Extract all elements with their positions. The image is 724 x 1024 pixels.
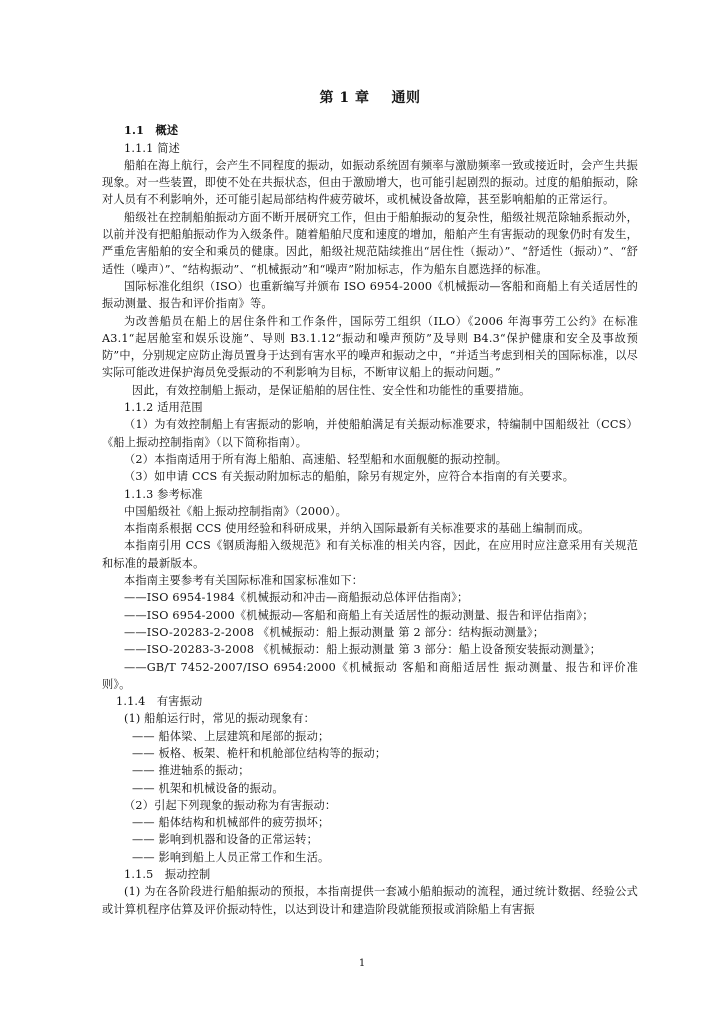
reference-item: ——ISO-20283-3-2008 《机械振动：船上振动测量 第 3 部分：船上设备预安装振动测量》； xyxy=(124,643,602,657)
section-1-1-heading: 1.1 概述 xyxy=(124,123,179,138)
list-item: —— 推进轴系的振动； xyxy=(132,764,250,778)
list-item: —— 船体结构和机械部件的疲劳损坏； xyxy=(132,816,330,830)
reference-item: ——GB/T 7452-2007/ISO 6954:2000《机械振动 客船和商船适居性 振动测量、报告和评价准则》。 xyxy=(102,660,638,691)
paragraph-9: 中国船级社《船上振动控制指南》（2000）。 xyxy=(124,504,348,518)
list-item: —— 板格、板架、桅杆和机舱部位结构等的振动； xyxy=(132,746,387,760)
section-1-1-2-heading: 1.1.2 适用范围 xyxy=(124,401,203,415)
paragraph-2: 船级社在控制船舶振动方面不断开展研究工作，但由于船舶振动的复杂性，船级社规范除轴系振动外，以前并没有把船舶振动作为入级条件。随着船舶尺度和速度的增加，船舶产生有害振动的现象仍时有发生，严重危害船舶的安全和乘员的健康。因此，船级社规范陆续推出“居住性（振动）”、“舒适性（振动）”、“舒适性（噪声）”、“结构振动”、“机械振动”和“噪声”附加标志，作为船东自愿选择的标准。 xyxy=(102,210,638,276)
paragraph-1: 船舶在海上航行，会产生不同程度的振动，如振动系统固有频率与激励频率一致或接近时，会产生共振现象。对一些装置，即使不处在共振状态，但由于激励增大，也可能引起剧烈的振动。过度的船舶振动，除对人员有不利影响外，还可能引起局部结构件疲劳破坏，或机械设备故障，甚至影响船舶的正常运行。 xyxy=(102,158,638,207)
paragraph-7: （2）本指南适用于所有海上船舶、高速船、轻型船和水面舰艇的振动控制。 xyxy=(124,452,508,466)
list-item: —— 船体梁、上层建筑和尾部的振动； xyxy=(132,729,330,743)
paragraph-4: 为改善船员在船上的居住条件和工作条件，国际劳工组织（ILO）《2006 年海事劳工公约》在标准 A3.1“起居舱室和娱乐设施”、导则 B3.1.12“振动和噪声预防”及导则 B4.3“保护健康和安全及事故预防”中，分别规定应防止海员置身于达到有害水平的噪声和振动之中，“并适当考虑到相关的国际标准，以尽实际可能改进保护海员免受振动的不利影响为目标，不断审议船上的振动问题。” xyxy=(102,314,638,380)
list-item: —— 影响到船上人员正常工作和生活。 xyxy=(132,850,330,864)
reference-item: ——ISO 6954-1984《机械振动和冲击—商船振动总体评估指南》； xyxy=(124,591,469,605)
section-1-1-3-heading: 1.1.3 参考标准 xyxy=(124,487,203,501)
paragraph-8: （3）如申请 CCS 有关振动附加标志的船舶，除另有规定外，应符合本指南的有关要求。 xyxy=(124,470,575,484)
paragraph-6: （1）为有效控制船上有害振动的影响，并使船舶满足有关振动标准要求，特编制中国船级社（CCS）《船上振动控制指南》（以下简称指南）。 xyxy=(102,418,638,449)
chapter-heading xyxy=(102,90,638,107)
chapter-number: 第 1 章 xyxy=(319,90,370,106)
section-1-1-4-heading: 1.1.4 有害振动 xyxy=(116,695,203,709)
paragraph-15: (1) 为在各阶段进行船舶振动的预报，本指南提供一套减小船舶振动的流程，通过统计数据、经验公式或计算机程序估算及评价振动特性，以达到设计和建造阶段就能预报或消除船上有害振 xyxy=(102,885,638,916)
reference-item: ——ISO 6954-2000《机械振动—客船和商船上有关适居性的振动测量、报告和评估指南》； xyxy=(124,608,594,622)
page-content xyxy=(102,90,638,918)
paragraph-3: 国际标准化组织（ISO）也重新编写并颁布 ISO 6954-2000《机械振动—客船和商船上有关适居性的振动测量、报告和评价指南》等。 xyxy=(102,279,638,311)
page-number: 1 xyxy=(358,958,366,969)
paragraph-13: (1) 船舶运行时，常见的振动现象有： xyxy=(124,712,316,726)
section-1-1-5-heading: 1.1.5 振动控制 xyxy=(124,868,211,882)
section-1-1-1-heading: 1.1.1 简述 xyxy=(124,141,180,155)
paragraph-12: 本指南主要参考有关国际标准和国家标准如下： xyxy=(124,574,364,588)
paragraph-14: （2）引起下列现象的振动称为有害振动： xyxy=(124,798,337,812)
list-item: —— 机架和机械设备的振动。 xyxy=(132,781,284,795)
paragraph-11: 本指南引用 CCS《钢质海船入级规范》和有关标准的相关内容，因此，在应用时应注意采用有关规范和标准的最新版本。 xyxy=(102,539,638,570)
chapter-title: 通则 xyxy=(391,90,421,106)
reference-item: ——ISO-20283-2-2008 《机械振动：船上振动测量 第 2 部分：结构振动测量》； xyxy=(124,625,545,639)
paragraph-10: 本指南系根据 CCS 使用经验和科研成果，并纳入国际最新有关标准要求的基础上编制而成。 xyxy=(124,522,590,536)
list-item: —— 影响到机器和设备的正常运转； xyxy=(132,833,318,847)
paragraph-5: 因此，有效控制船上振动，是保证船舶的居住性、安全性和功能性的重要措施。 xyxy=(132,383,531,397)
